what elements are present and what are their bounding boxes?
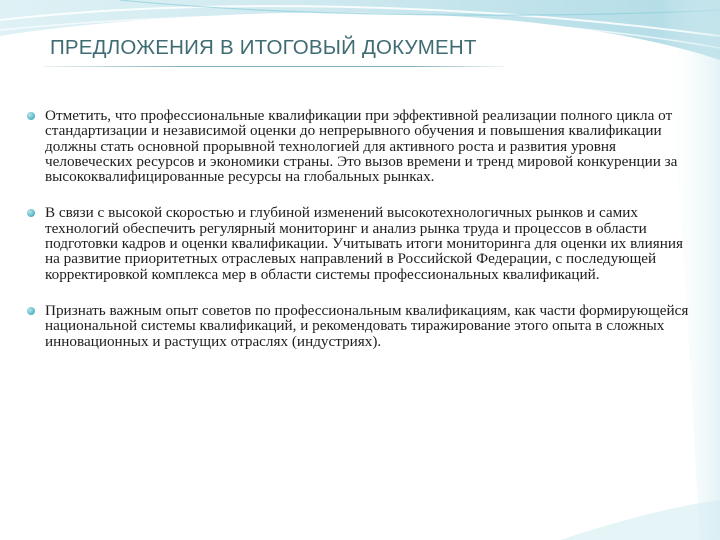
bullet-marker-icon (27, 209, 35, 217)
bullet-item (26, 108, 698, 184)
bullet-text: Отметить, что профессиональные квалификации при эффективной реализации полного цикла от стандартизации и независимой оценки до непрерывного обучения и повышения квалификации должны стать основной прорывной технологией для активного роста и развития уровня человеческих ресурсов и экономики страны. Это вызов времени и тренд мировой конкуренции за высококвалифицированные ресурсы на глобальных рынках. (45, 107, 678, 186)
bullet-text: В связи с высокой скоростью и глубиной изменений высокотехнологичных рынков и самих технологий обеспечить регулярный мониторинг и анализ рынка труда и процессов в области подготовки кадров и оценки квалификации. Учитывать итоги мониторинга для оценки их влияния на развитие приоритетных отраслевых направлений в Российской Федерации, с последующей корректировкой комплекса мер в области системы профессиональных квалификаций. (45, 204, 683, 283)
slide-title: ПРЕДЛОЖЕНИЯ В ИТОГОВЫЙ ДОКУМЕНТ (50, 36, 477, 59)
bullet-marker-icon (27, 307, 35, 315)
bullet-item (26, 303, 698, 349)
bullet-item (26, 205, 698, 281)
bullet-list (26, 108, 698, 349)
bottom-right-wave (560, 500, 720, 540)
bullet-marker-icon (27, 112, 35, 120)
bullet-text: Признать важным опыт советов по профессиональным квалификациям, как части формирующейся национальной системы квалификаций, и рекомендовать тиражирование этого опыта в сложных инновационных и растущих отраслях (индустриях). (45, 301, 689, 350)
title-underline (44, 66, 504, 67)
